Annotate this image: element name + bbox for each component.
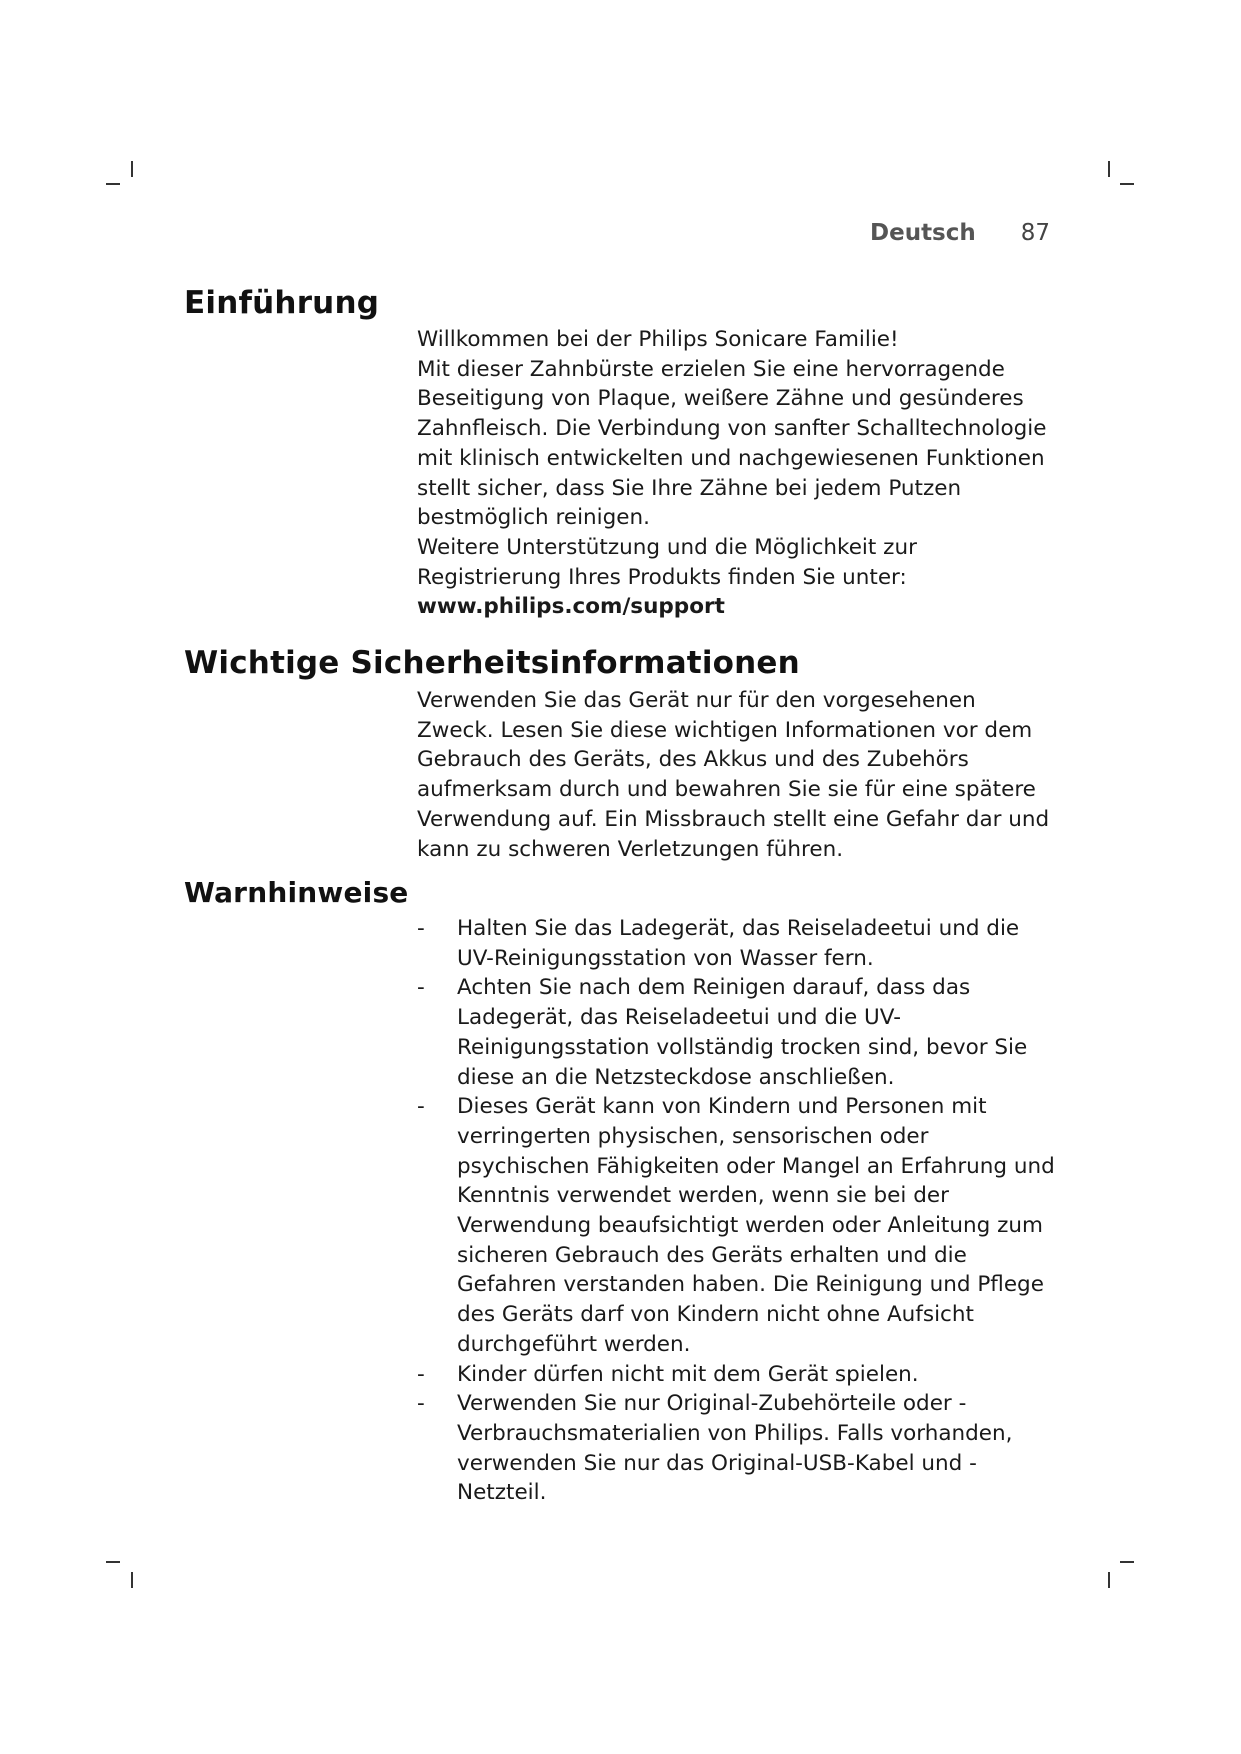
intro-paragraph: Mit dieser Zahnbürste erzielen Sie eine hervorragende Beseitigung von Plaque, weißere Zähne und gesünderes Zahnfleisch. Die Verbindung von sanfter Schalltechnologie mit klinisch entwickelten und nachgewiesenen Funktionen stellt sicher, dass Sie Ihre Zähne bei jedem Putzen bestmöglich reinigen. <box>417 356 1047 531</box>
safety-heading: Wichtige Sicherheitsinformationen <box>184 645 800 681</box>
warning-item: - Halten Sie das Ladegerät, das Reiseladeetui und die UV-Reinigungsstation von Wasser fern. <box>417 914 1057 973</box>
page-number: 87 <box>1020 220 1050 246</box>
warnings-list <box>417 914 1057 1508</box>
safety-body <box>417 686 1057 864</box>
header-language: Deutsch <box>870 220 976 246</box>
intro-heading: Einführung <box>184 285 380 321</box>
intro-paragraph: Weitere Unterstützung und die Möglichkeit zur Registrierung Ihres Produkts finden Sie unter: <box>417 534 917 590</box>
crop-mark-bottom-left-h <box>106 1561 120 1563</box>
crop-mark-bottom-left-v <box>131 1572 133 1588</box>
support-url: www.philips.com/support <box>417 594 725 620</box>
safety-paragraph: Verwenden Sie das Gerät nur für den vorgesehenen Zweck. Lesen Sie diese wichtigen Informationen vor dem Gebrauch des Geräts, des Akkus und des Zubehörs aufmerksam durch und bewahren Sie sie für eine spätere Verwendung auf. Ein Missbrauch stellt eine Gefahr dar und kann zu schweren Verletzungen führen. <box>417 688 1050 862</box>
warnings-body <box>417 914 1057 1508</box>
warning-item: - Achten Sie nach dem Reinigen darauf, dass das Ladegerät, das Reiseladeetui und die UV-Reinigungsstation vollständig trocken sind, bevor Sie diese an die Netzsteckdose anschließen. <box>417 973 1057 1092</box>
warning-item: - Kinder dürfen nicht mit dem Gerät spielen. <box>417 1360 1057 1390</box>
crop-mark-top-right-v <box>1108 161 1110 177</box>
warning-item: - Dieses Gerät kann von Kindern und Personen mit verringerten physischen, sensorischen oder psychischen Fähigkeiten oder Mangel an Erfahrung und Kenntnis verwendet werden, wenn sie bei der Verwendung beaufsichtigt werden oder Anleitung zum sicheren Gebrauch des Geräts erhalten und die Gefahren verstanden haben. Die Reinigung und Pflege des Geräts darf von Kindern nicht ohne Aufsicht durchgeführt werden. <box>417 1092 1057 1359</box>
crop-mark-top-right-h <box>1120 183 1134 185</box>
intro-paragraph: Willkommen bei der Philips Sonicare Familie! <box>417 327 899 352</box>
running-header <box>870 220 1050 246</box>
crop-mark-top-left-v <box>131 161 133 177</box>
crop-mark-bottom-right-v <box>1108 1572 1110 1588</box>
intro-body <box>417 325 1057 622</box>
crop-mark-bottom-right-h <box>1120 1561 1134 1563</box>
crop-mark-top-left-h <box>106 183 120 185</box>
warning-item: - Verwenden Sie nur Original-Zubehörteile oder -Verbrauchsmaterialien von Philips. Falls vorhanden, verwenden Sie nur das Original-USB-Kabel und -Netzteil. <box>417 1389 1057 1508</box>
warnings-heading: Warnhinweise <box>184 876 409 909</box>
